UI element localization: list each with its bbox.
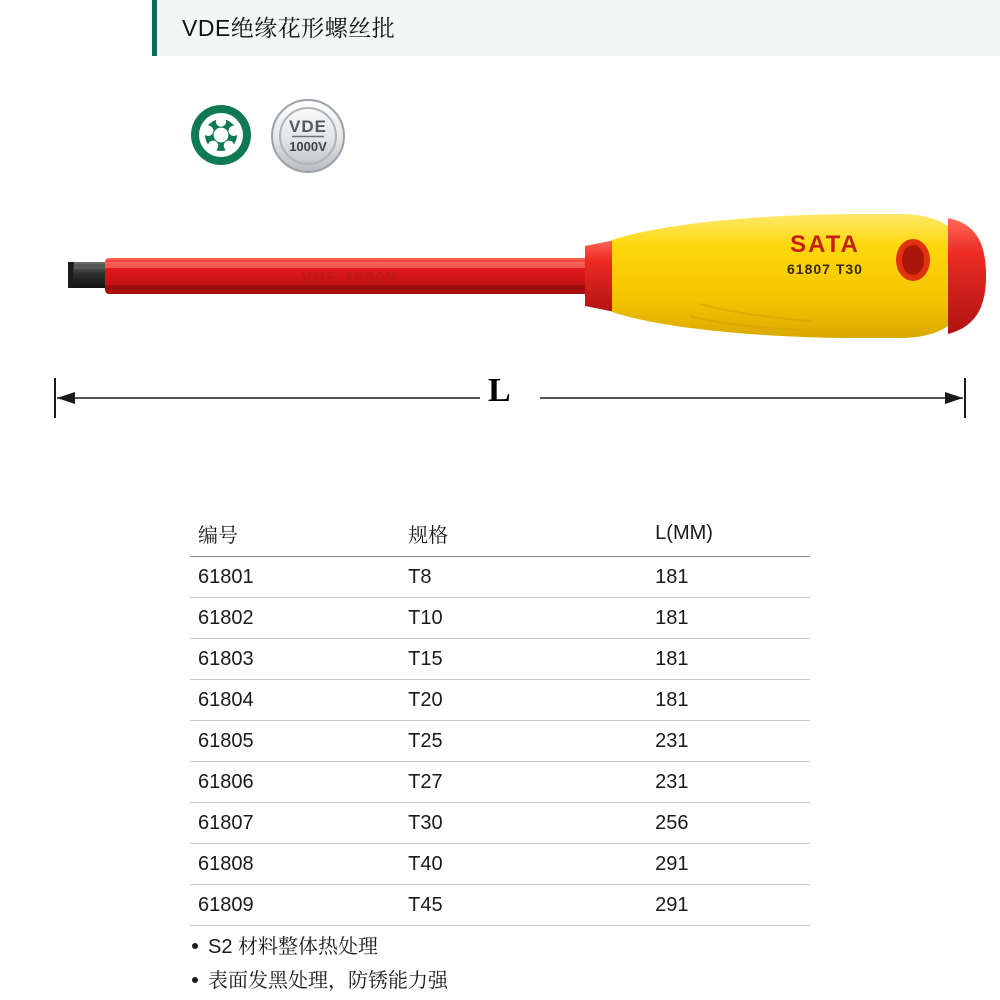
bullet-icon: [192, 943, 198, 949]
torx-star-icon: [190, 104, 252, 166]
table-row: [190, 762, 810, 803]
dimension-label: L: [488, 372, 511, 409]
model-marking: 61807 T30: [787, 261, 863, 277]
cell-spec: T45: [400, 885, 647, 926]
table-row: [190, 721, 810, 762]
cell-code: 61809: [190, 885, 400, 926]
cell-length: 256: [647, 803, 810, 844]
cell-length: 181: [647, 680, 810, 721]
svg-text:VDE 1000V: VDE 1000V: [301, 269, 399, 286]
cell-code: 61804: [190, 680, 400, 721]
table-header-row: [190, 510, 810, 557]
table-row: [190, 598, 810, 639]
cell-code: 61805: [190, 721, 400, 762]
cell-spec: T27: [400, 762, 647, 803]
cell-code: 61806: [190, 762, 400, 803]
note-text: 表面发黑处理，防锈能力强: [208, 970, 448, 992]
table-row: [190, 844, 810, 885]
column-header-spec: 规格: [400, 510, 647, 557]
column-header-length: L(MM): [647, 510, 810, 557]
cell-code: 61807: [190, 803, 400, 844]
vde-1000v-icon: [270, 98, 346, 174]
cell-length: 231: [647, 721, 810, 762]
handle-end-cap: [948, 218, 986, 334]
cell-spec: T10: [400, 598, 647, 639]
brand-mark: SATA: [790, 231, 860, 258]
note-text: S2 材料整体热处理: [208, 936, 379, 958]
cell-spec: T25: [400, 721, 647, 762]
cell-spec: T30: [400, 803, 647, 844]
list-item: [190, 964, 830, 998]
cell-length: 231: [647, 762, 810, 803]
cell-spec: T15: [400, 639, 647, 680]
table-row: [190, 639, 810, 680]
cell-spec: T8: [400, 557, 647, 598]
table-row: [190, 557, 810, 598]
cell-length: 181: [647, 639, 810, 680]
cell-code: 61801: [190, 557, 400, 598]
cell-length: 181: [647, 598, 810, 639]
cell-code: 61808: [190, 844, 400, 885]
svg-text:1000V: 1000V: [289, 139, 327, 154]
product-image: [0, 190, 1000, 370]
page-title: VDE绝缘花形螺丝批: [182, 15, 396, 41]
list-item: [190, 930, 830, 964]
table-row: [190, 885, 810, 926]
table-row: [190, 680, 810, 721]
cell-code: 61802: [190, 598, 400, 639]
cell-code: 61803: [190, 639, 400, 680]
title-accent-bar: [152, 0, 157, 56]
table-row: [190, 803, 810, 844]
column-header-code: 编号: [190, 510, 400, 557]
screwdriver-tip: [68, 262, 108, 288]
cell-spec: T20: [400, 680, 647, 721]
feature-notes: [190, 930, 830, 998]
bullet-icon: [192, 977, 198, 983]
cell-length: 181: [647, 557, 810, 598]
spec-table: [190, 510, 810, 926]
cell-spec: T40: [400, 844, 647, 885]
cell-length: 291: [647, 844, 810, 885]
cell-length: 291: [647, 885, 810, 926]
svg-text:VDE: VDE: [289, 117, 327, 136]
